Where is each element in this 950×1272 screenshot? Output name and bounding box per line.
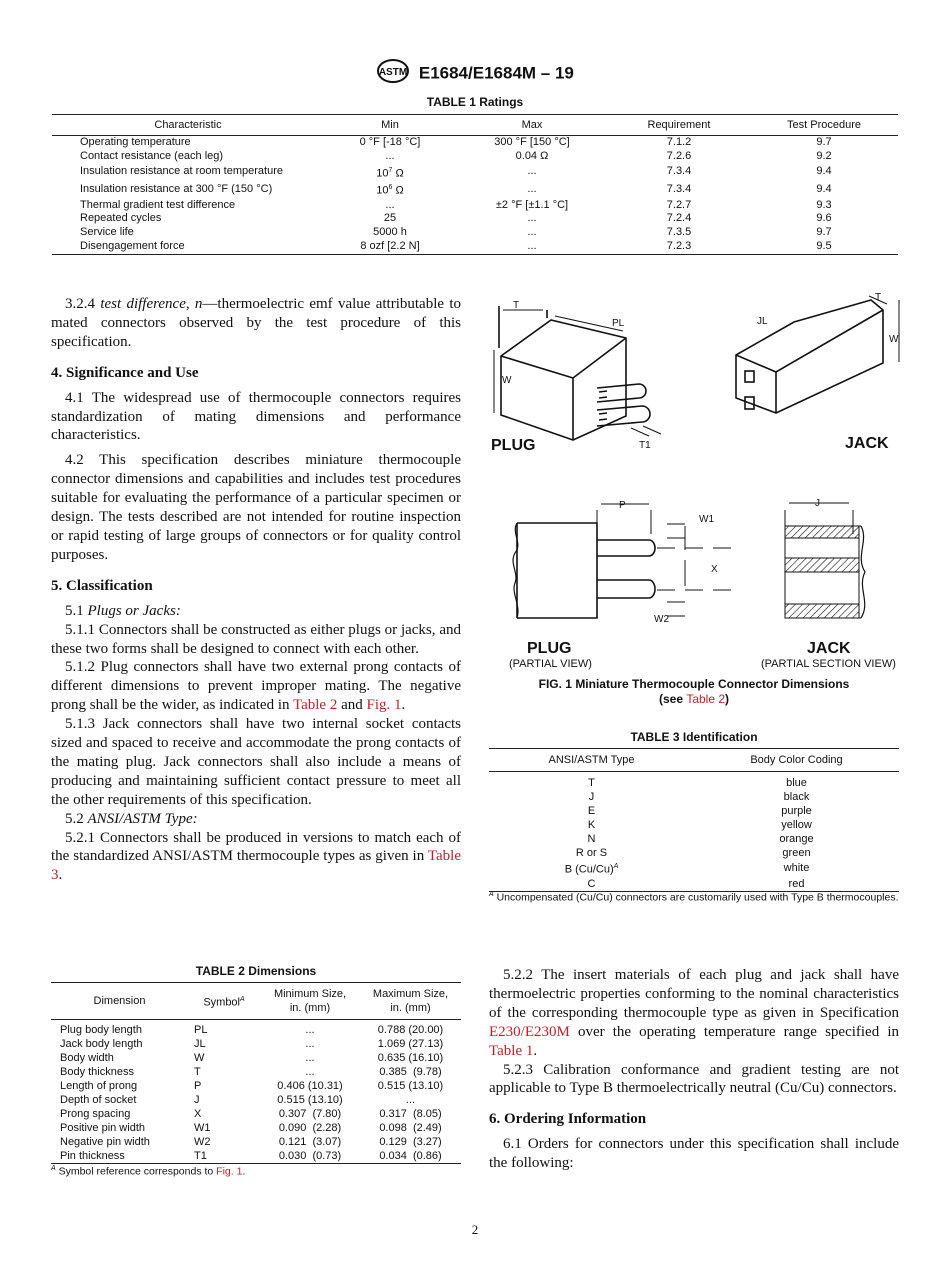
label-T-jack: T — [875, 292, 882, 303]
label-W2: W2 — [654, 614, 669, 625]
svg-text:ASTM: ASTM — [378, 67, 408, 78]
table-row: Insulation resistance at room temperature $10^7$ Ω ... 7.3.4 9.4 — [80, 165, 832, 180]
ratings-table — [52, 114, 898, 255]
paragraph-3-2-4: 3.2.4 test difference, n—thermoelectric emf value attributable to mated connectors observed by the test procedure of this specification. — [51, 296, 461, 350]
table-header: Maximum Size, in. (mm) — [360, 983, 461, 1020]
table-row: Negative pin width W2 0.121 (3.07) 0.129 (3.27) — [60, 1136, 442, 1148]
figure-1-caption: FIG. 1 Miniature Thermocouple Connector Dimensions (see Table 2) — [538, 677, 850, 706]
section-heading-4: 4. Significance and Use — [51, 364, 199, 381]
table1-link[interactable]: Table 1 — [489, 1042, 534, 1059]
paragraph-5-2-2: 5.2.2 The insert materials of each plug and jack shall have thermoelectric properties conforming to the nominal characteristics of the corresponding thermocouple type as given in Specification E230/E230M over the operating temperature range specified in Table 1. — [489, 967, 899, 1059]
dimensions-table — [51, 982, 461, 1164]
paragraph-5-2: 5.2 ANSI/ASTM Type: — [65, 810, 198, 827]
paragraph-5-1: 5.1 Plugs or Jacks: — [65, 602, 181, 619]
paragraph-5-1-1: 5.1.1 Connectors shall be constructed as either plugs or jacks, and these two forms shall be designed to connect with each other. — [51, 621, 461, 657]
table-row: B $(Cu/Cu)^A$ white — [564, 862, 810, 876]
table-header: Test Procedure — [750, 115, 898, 136]
table-header: Symbol$^A$ — [188, 983, 260, 1020]
paragraph-5-2-1: 5.2.1 Connectors shall be produced in versions to match each of the standardized ANSI/ASTM thermocouple types as given in Table 3. — [51, 829, 461, 884]
label-P: P — [619, 500, 626, 511]
label-JL: JL — [757, 316, 768, 327]
e230-link[interactable]: E230/E230M — [489, 1023, 570, 1040]
table2-caption: TABLE 2 Dimensions — [195, 964, 317, 978]
paragraph-4-1: 4.1 The widespread use of thermocouple connectors requires standardization of mating dimensions and performance characteristics. — [51, 389, 461, 444]
paragraph-5-1-2: 5.1.2 Plug connectors shall have two external prong contacts of different dimensions to prevent improper mating. The negative prong shall be the wider, as indicated in Table 2 and Fig. 1. — [51, 659, 461, 714]
table-header: ANSI/ASTM Type — [489, 749, 694, 772]
table-row: C red — [489, 877, 899, 892]
table3-footnote: $^A$ Uncompensated (Cu/Cu) connectors are customarily used with Type B thermocouples. — [489, 891, 899, 904]
label-T: T — [513, 300, 520, 311]
table2-footnote: $^A$ Symbol reference corresponds to Fig. 1. — [51, 1165, 246, 1178]
table-row: Positive pin width W1 0.090 (2.28) 0.098 (2.49) — [60, 1122, 442, 1134]
label-W1: W1 — [699, 514, 714, 525]
section-heading-5: 5. Classification — [51, 577, 153, 594]
label-W: W — [502, 375, 512, 386]
table-header: Body Color Coding — [694, 749, 899, 772]
table-row: Repeated cycles 25 ... 7.2.4 9.6 — [80, 212, 832, 225]
plug-partial-title: PLUG — [527, 640, 572, 657]
left-column-text — [51, 295, 461, 885]
table3-link[interactable]: Table 3 — [51, 848, 461, 884]
table-row: Contact resistance (each leg) ... 0.04 Ω 7.2.6 9.2 — [80, 149, 832, 162]
table-row: Thermal gradient test difference ... ±2 °F [±1.1 °C] 7.2.7 9.3 — [80, 198, 832, 211]
table-row: T blue — [588, 777, 807, 789]
jack-title: JACK — [845, 435, 889, 452]
table-row: E purple — [587, 805, 812, 817]
paragraph-4-2: 4.2 This specification describes miniature thermocouple connector dimensions and capabilities and includes test procedures suitable for evaluating the performance of a particular specimen or design. The tests described are not intended for routine inspection or rapid testing of large groups of connectors or for quality control purposes. — [51, 452, 461, 563]
table-row: Pin thickness T1 0.030 (0.73) 0.034 (0.86) — [51, 1149, 461, 1164]
page-number: 2 — [471, 1222, 479, 1237]
plug-title: PLUG — [491, 437, 536, 454]
label-T1: T1 — [639, 440, 651, 451]
table-header: Minimum Size, in. (mm) — [260, 983, 360, 1020]
table-header: Characteristic — [52, 115, 324, 136]
paragraph-6-1: 6.1 Orders for connectors under this specification shall include the following: — [489, 1136, 899, 1172]
table-row: Operating temperature 0 °F [-18 °C] 300 °F [150 °C] 7.1.2 9.7 — [80, 136, 832, 148]
document-header — [0, 58, 950, 89]
table-header: Requirement — [608, 115, 750, 136]
plug-partial-view: (PARTIAL VIEW) — [509, 658, 592, 670]
table-row: Body width W ... 0.635 (16.10) — [60, 1052, 444, 1064]
table-row: R or S green — [575, 847, 811, 859]
right-column-text — [489, 966, 899, 1173]
table-row: K yellow — [587, 819, 812, 831]
fig1-link[interactable]: Fig. 1 — [366, 697, 402, 714]
paragraph-5-1-3: 5.1.3 Jack connectors shall have two internal socket contacts sized and spaced to receive and accommodate the prong contacts of the mating plug. Jack connectors shall also include a means of producing and maintaining sufficient contact pressure to meet all the other requirements of this specification. — [51, 716, 461, 808]
astm-logo-icon — [376, 58, 410, 89]
identification-table — [489, 748, 899, 892]
table-header: Max — [456, 115, 608, 136]
table-row: Jack body length JL ... 1.069 (27.13) — [60, 1038, 444, 1050]
table-row: Service life 5000 h ... 7.3.5 9.7 — [80, 226, 832, 239]
table-row: Length of prong P 0.406 (10.31) 0.515 (13.10) — [60, 1080, 444, 1092]
table-row: Insulation resistance at 300 °F (150 °C) $10^6$ Ω ... 7.3.4 9.4 — [80, 182, 832, 197]
label-X: X — [711, 564, 718, 575]
paragraph-5-2-3: 5.2.3 Calibration conformance and gradient testing are not applicable to Type B thermoelectrically neutral (Cu/Cu) connectors. — [489, 1061, 899, 1097]
table-row: Plug body length PL ... 0.788 (20.00) — [60, 1024, 444, 1036]
table-row: Body thickness T ... 0.385 (9.78) — [60, 1066, 442, 1078]
label-J: J — [815, 498, 820, 509]
section-heading-6: 6. Ordering Information — [489, 1111, 647, 1128]
table-row: N orange — [587, 833, 814, 845]
table1-caption: TABLE 1 Ratings — [426, 95, 524, 109]
table3-caption: TABLE 3 Identification — [630, 730, 758, 744]
fig-table2-link[interactable]: Table 2 — [686, 692, 726, 706]
label-PL: PL — [612, 318, 625, 329]
label-W-jack: W — [889, 334, 899, 345]
table2-link[interactable]: Table 2 — [292, 697, 338, 714]
table-header: Dimension — [51, 983, 188, 1020]
table-row: Disengagement force 8 ozf [2.2 N] ... 7.2.3 9.5 — [52, 240, 898, 254]
table-header: Min — [324, 115, 456, 136]
figure-1-diagram — [489, 288, 901, 674]
jack-partial-title: JACK — [807, 640, 851, 657]
table-row: Depth of socket J 0.515 (13.10) ... — [60, 1094, 416, 1106]
table-row: Prong spacing X 0.307 (7.80) 0.317 (8.05) — [60, 1108, 442, 1120]
table-row: J black — [588, 791, 810, 803]
jack-partial-section-view: (PARTIAL SECTION VIEW) — [761, 658, 896, 670]
footnote-fig1-link[interactable]: Fig. 1 — [216, 1165, 243, 1178]
designation: E1684/E1684M – 19 — [418, 63, 574, 83]
